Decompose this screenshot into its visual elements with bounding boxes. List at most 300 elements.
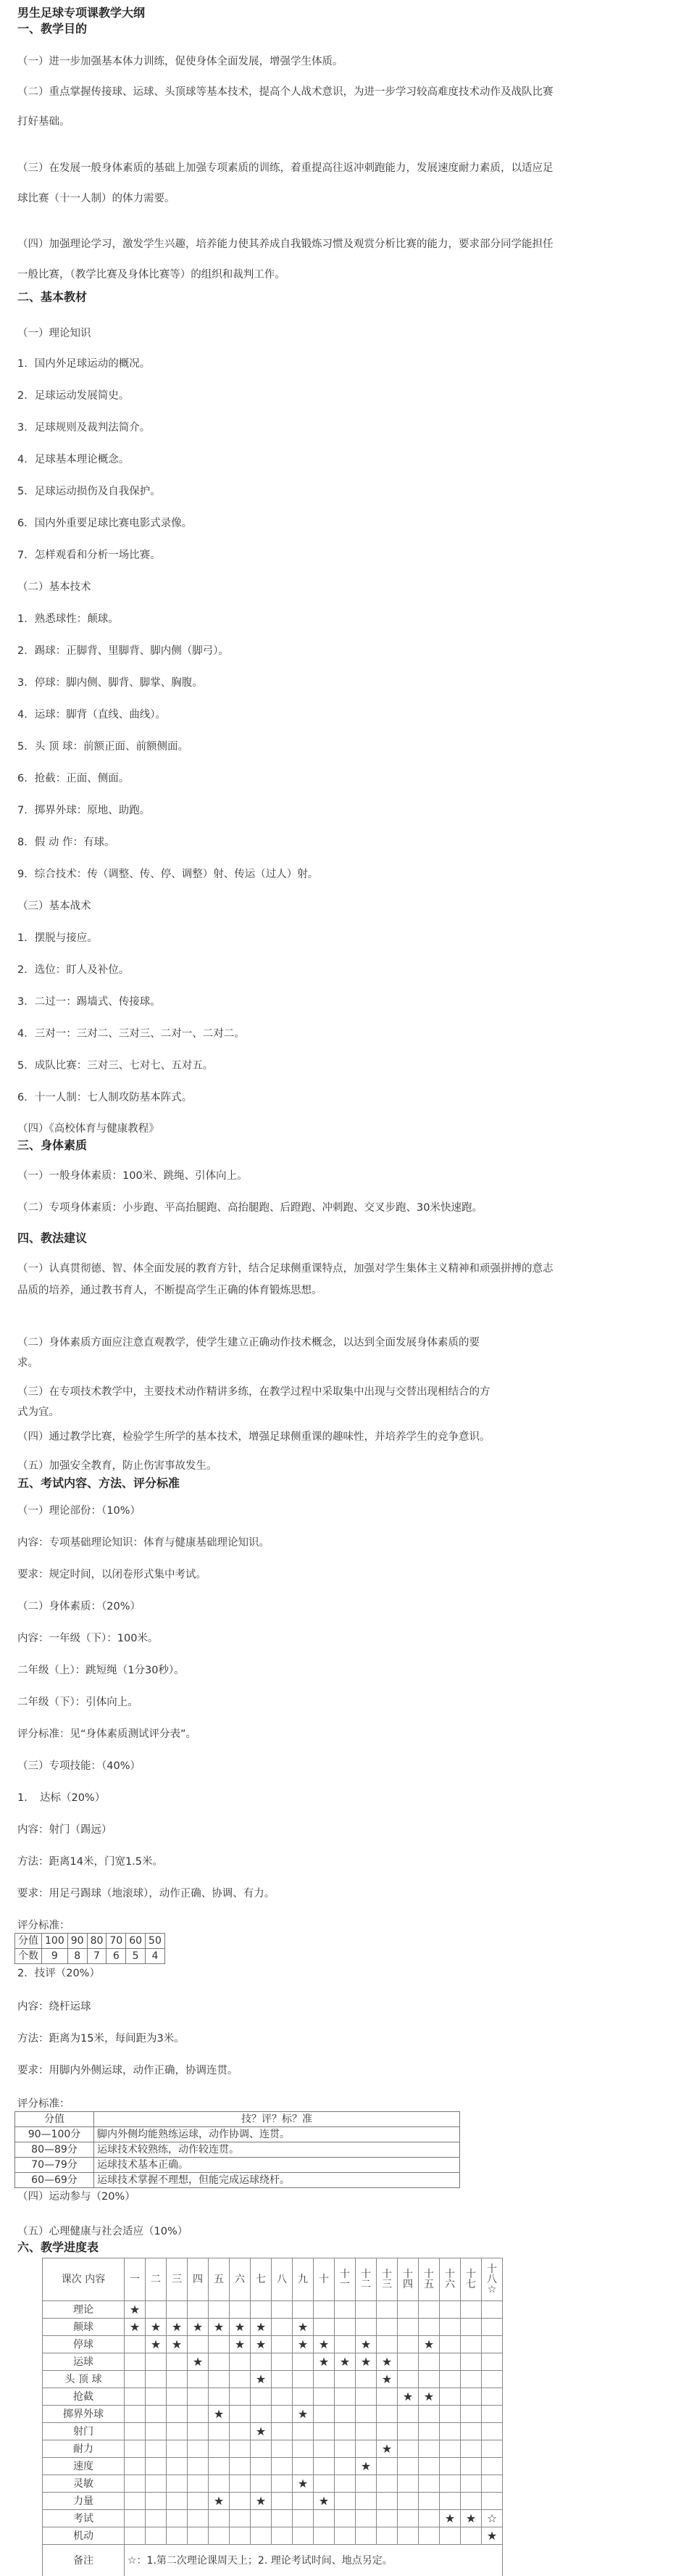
table-cell <box>461 2406 482 2423</box>
table-cell <box>419 2406 440 2423</box>
week-header <box>461 2258 482 2301</box>
table-cell <box>188 2510 209 2527</box>
star-icon: ★ <box>377 2371 398 2388</box>
table-cell <box>377 2301 398 2319</box>
table-cell <box>482 2475 503 2493</box>
paragraph: 二年级（下）：引体向上。 <box>17 1697 138 1708</box>
table-cell <box>440 2319 461 2336</box>
table-cell: 90—100分 <box>15 2127 94 2142</box>
table-cell <box>125 2493 146 2510</box>
table-header-row <box>15 2112 460 2127</box>
table-cell <box>461 2493 482 2510</box>
table-cell <box>293 2527 314 2545</box>
table-cell <box>440 2301 461 2319</box>
table-cell: 8 <box>67 1949 87 1964</box>
table-cell <box>377 2458 398 2475</box>
table-cell <box>356 2301 377 2319</box>
table-cell <box>419 2353 440 2371</box>
star-icon: ★ <box>251 2493 272 2510</box>
table-cell <box>398 2458 419 2475</box>
table-cell <box>251 2458 272 2475</box>
star-icon: ★ <box>209 2319 230 2336</box>
table-cell <box>482 2423 503 2440</box>
table-cell <box>125 2440 146 2458</box>
table-cell <box>188 2493 209 2510</box>
week-header-char: 八 <box>487 2274 497 2285</box>
star-icon: ★ <box>251 2423 272 2440</box>
list-item: 2．选位：盯人及补位。 <box>17 964 130 976</box>
row-label: 颠球 <box>43 2319 125 2336</box>
table-cell <box>188 2388 209 2406</box>
table-cell <box>209 2371 230 2388</box>
table-cell <box>461 2336 482 2353</box>
list-item: 1．摆脱与接应。 <box>17 932 98 944</box>
table-header: 技？评？标？准 <box>94 2112 460 2127</box>
paragraph: 打好基础。 <box>17 116 70 128</box>
table-row <box>43 2301 503 2319</box>
row-label: 运球 <box>43 2353 125 2371</box>
star-icon: ★ <box>251 2319 272 2336</box>
table-cell <box>167 2423 188 2440</box>
paragraph: （一）认真贯彻德、智、体全面发展的教育方针，结合足球侧重课特点，加强对学生集体主义精神和顽强拼搏的意志 <box>17 1263 554 1275</box>
table-cell <box>167 2510 188 2527</box>
table-cell <box>272 2388 293 2406</box>
list-item: 6．抢截：正面、侧面。 <box>17 773 130 784</box>
table-cell: 6 <box>107 1949 126 1964</box>
table-cell <box>188 2475 209 2493</box>
week-header-char: 二 <box>151 2274 161 2285</box>
section-heading: 一、教学目的 <box>17 22 88 36</box>
list-item: 4．运球：脚背（直线、曲线）。 <box>17 709 166 721</box>
list-item: 3．足球规则及裁判法简介。 <box>17 422 151 434</box>
star-icon: ★ <box>167 2319 188 2336</box>
table-cell <box>335 2406 356 2423</box>
star-icon: ★ <box>419 2336 440 2353</box>
table-cell: 9 <box>42 1949 68 1964</box>
week-header <box>377 2258 398 2301</box>
list-item: 5．足球运动损伤及自我保护。 <box>17 486 161 497</box>
table-cell <box>188 2336 209 2353</box>
table-cell <box>167 2458 188 2475</box>
paragraph: （一）理论部份：（10%） <box>17 1505 141 1517</box>
table-cell <box>188 2371 209 2388</box>
table-row <box>43 2493 503 2510</box>
table-cell: 100 <box>42 1934 68 1949</box>
table-cell <box>146 2301 167 2319</box>
table-cell <box>230 2458 251 2475</box>
paragraph: 内容：专项基础理论知识：体育与健康基础理论知识。 <box>17 1537 270 1549</box>
paragraph: 内容：一年级（下）：100米。 <box>17 1633 159 1644</box>
table-cell <box>398 2319 419 2336</box>
table-row <box>43 2353 503 2371</box>
table-cell: 运球技术较熟练，动作较连贯。 <box>94 2142 460 2158</box>
star-icon: ★ <box>209 2406 230 2423</box>
table-cell <box>482 2353 503 2371</box>
table-cell <box>146 2406 167 2423</box>
table-cell <box>230 2423 251 2440</box>
star-icon: ★ <box>188 2353 209 2371</box>
table-cell <box>251 2510 272 2527</box>
table-cell <box>440 2423 461 2440</box>
row-label: 耐力 <box>43 2440 125 2458</box>
table-cell <box>314 2510 335 2527</box>
table-cell <box>482 2406 503 2423</box>
table-cell <box>251 2388 272 2406</box>
table-cell <box>419 2371 440 2388</box>
row-label: 力量 <box>43 2493 125 2510</box>
star-icon: ★ <box>293 2475 314 2493</box>
table-cell <box>335 2423 356 2440</box>
row-label: 头 顶 球 <box>43 2371 125 2388</box>
paragraph: （二）重点掌握传接球、运球、头顶球等基本技术，提高个人战术意识，为进一步学习较高难度技术动作及战队比赛 <box>17 86 554 98</box>
table-cell <box>230 2510 251 2527</box>
week-header-char: 十 <box>382 2269 392 2280</box>
table-cell <box>125 2336 146 2353</box>
table-cell <box>146 2458 167 2475</box>
table-cell <box>314 2423 335 2440</box>
table-row <box>43 2440 503 2458</box>
paragraph: 1． 达标（20%） <box>17 1792 106 1804</box>
table-cell <box>482 2301 503 2319</box>
table-cell <box>482 2336 503 2353</box>
star-icon: ★ <box>335 2353 356 2371</box>
star-icon: ★ <box>146 2319 167 2336</box>
table-cell <box>293 2371 314 2388</box>
table-row <box>15 2127 460 2142</box>
week-header <box>398 2258 419 2301</box>
table-cell <box>356 2423 377 2440</box>
table-cell <box>188 2458 209 2475</box>
subheading: （一）理论知识 <box>17 328 91 339</box>
table-row <box>43 2319 503 2336</box>
paragraph: （二）身体素质：（20%） <box>17 1601 141 1612</box>
table-cell <box>167 2388 188 2406</box>
star-icon: ★ <box>377 2353 398 2371</box>
week-header <box>482 2258 503 2301</box>
table-cell <box>356 2319 377 2336</box>
table-cell <box>419 2527 440 2545</box>
paragraph: 品质的培养，通过教书育人，不断提高学生正确的体育锻炼思想。 <box>17 1285 322 1296</box>
table-cell: 60—69分 <box>15 2173 94 2188</box>
paragraph: 一般比赛，（教学比赛及身体比赛等）的组织和裁判工作。 <box>17 269 285 281</box>
week-header-char: 四 <box>193 2274 203 2285</box>
table-row <box>43 2458 503 2475</box>
table-cell <box>314 2388 335 2406</box>
section-heading: 三、身体素质 <box>17 1138 88 1152</box>
table-cell <box>398 2510 419 2527</box>
section-heading: 六、教学进度表 <box>17 2240 99 2254</box>
table-cell <box>335 2301 356 2319</box>
table-cell: 70 <box>107 1934 126 1949</box>
table-cell <box>251 2301 272 2319</box>
table-cell <box>482 2458 503 2475</box>
table-cell <box>419 2440 440 2458</box>
table-cell <box>356 2371 377 2388</box>
table-row <box>15 2142 460 2158</box>
table-cell <box>167 2440 188 2458</box>
star-icon: ★ <box>251 2336 272 2353</box>
table-cell: 分值 <box>15 1934 42 1949</box>
row-label: 抢截 <box>43 2388 125 2406</box>
week-header-char: 五 <box>214 2274 224 2285</box>
table-cell <box>398 2336 419 2353</box>
paragraph: 要求：用足弓踢球（地滚球），动作正确、协调、有力。 <box>17 1888 275 1900</box>
table-row <box>43 2371 503 2388</box>
week-header <box>209 2258 230 2301</box>
week-header <box>146 2258 167 2301</box>
table-cell: 个数 <box>15 1949 42 1964</box>
week-header <box>230 2258 251 2301</box>
week-header <box>188 2258 209 2301</box>
table-cell <box>125 2475 146 2493</box>
table-cell <box>440 2458 461 2475</box>
table-cell <box>377 2510 398 2527</box>
table-cell <box>398 2371 419 2388</box>
table-cell <box>293 2440 314 2458</box>
week-header-char: 十 <box>424 2269 434 2280</box>
table-cell <box>335 2527 356 2545</box>
table-cell <box>314 2440 335 2458</box>
star-icon: ★ <box>125 2319 146 2336</box>
table-corner: 课次 内容 <box>43 2258 125 2301</box>
table-cell <box>146 2371 167 2388</box>
paragraph: （四）通过教学比赛，检验学生所学的基本技术，增强足球侧重课的趣味性，并培养学生的竞争意识。 <box>17 1431 490 1443</box>
table-cell <box>461 2388 482 2406</box>
table-cell <box>377 2527 398 2545</box>
table-row <box>43 2336 503 2353</box>
table-cell <box>398 2493 419 2510</box>
list-item: 6．十一人制：七人制攻防基本阵式。 <box>17 1092 193 1103</box>
score-table <box>14 1933 165 1964</box>
table-cell <box>125 2510 146 2527</box>
star-icon: ★ <box>461 2510 482 2527</box>
paragraph: （一）进一步加强基本体力训练，促使身体全面发展，增强学生体质。 <box>17 56 343 67</box>
table-cell <box>167 2371 188 2388</box>
table-cell <box>314 2527 335 2545</box>
week-header-char: 六 <box>235 2274 245 2285</box>
table-cell: 70—79分 <box>15 2158 94 2173</box>
table-cell <box>482 2388 503 2406</box>
table-cell <box>125 2353 146 2371</box>
table-cell <box>167 2527 188 2545</box>
table-cell <box>272 2440 293 2458</box>
star-icon: ★ <box>251 2371 272 2388</box>
table-cell <box>230 2371 251 2388</box>
paragraph: 式为宜。 <box>17 1407 59 1418</box>
table-cell <box>293 2388 314 2406</box>
table-cell <box>314 2371 335 2388</box>
table-cell <box>461 2475 482 2493</box>
paragraph: 球比赛（十一人制）的体力需要。 <box>17 193 175 204</box>
paragraph: （五）心理健康与社会适应（10%） <box>17 2226 188 2237</box>
star-icon: ★ <box>482 2527 503 2545</box>
table-cell <box>251 2440 272 2458</box>
section-heading: 四、教法建议 <box>17 1231 88 1245</box>
table-cell <box>209 2353 230 2371</box>
table-cell <box>377 2319 398 2336</box>
table-cell <box>440 2388 461 2406</box>
table-cell <box>398 2301 419 2319</box>
table-cell <box>335 2510 356 2527</box>
star-icon: ★ <box>314 2353 335 2371</box>
table-cell: 运球技术基本正确。 <box>94 2158 460 2173</box>
week-header <box>125 2258 146 2301</box>
star-icon: ★ <box>209 2493 230 2510</box>
table-cell <box>356 2493 377 2510</box>
table-cell <box>251 2353 272 2371</box>
table-cell <box>356 2440 377 2458</box>
list-item: 4．足球基本理论概念。 <box>17 454 130 465</box>
week-header-char: 七 <box>466 2279 476 2290</box>
section-heading: 二、基本教材 <box>17 290 88 304</box>
table-cell <box>335 2388 356 2406</box>
table-cell <box>188 2527 209 2545</box>
table-cell <box>293 2510 314 2527</box>
table-cell <box>314 2301 335 2319</box>
star-icon: ★ <box>356 2458 377 2475</box>
table-cell <box>356 2475 377 2493</box>
table-cell <box>230 2527 251 2545</box>
week-header <box>251 2258 272 2301</box>
table-cell <box>335 2440 356 2458</box>
table-cell <box>398 2475 419 2493</box>
list-item: 8．假 动 作：有球。 <box>17 837 115 848</box>
table-cell <box>188 2406 209 2423</box>
table-cell <box>272 2493 293 2510</box>
table-cell <box>230 2353 251 2371</box>
table-cell <box>293 2493 314 2510</box>
table-cell <box>146 2388 167 2406</box>
table-cell <box>440 2371 461 2388</box>
star-icon: ★ <box>398 2388 419 2406</box>
table-cell: 脚内外侧均能熟练运球，动作协调、连贯。 <box>94 2127 460 2142</box>
star-icon: ★ <box>293 2406 314 2423</box>
star-icon: ★ <box>293 2319 314 2336</box>
week-header-char: 一 <box>130 2274 140 2285</box>
table-cell <box>461 2319 482 2336</box>
table-row <box>15 2158 460 2173</box>
table-cell <box>377 2336 398 2353</box>
week-header-char: 三 <box>382 2279 392 2290</box>
week-header <box>314 2258 335 2301</box>
book-reference: （四）《高校体育与健康教程》 <box>17 1123 159 1135</box>
table-cell <box>461 2301 482 2319</box>
subheading: （三）基本战术 <box>17 900 91 912</box>
open-star-icon: ☆ <box>487 2284 497 2295</box>
table-row <box>43 2510 503 2527</box>
table-cell: 50 <box>146 1934 165 1949</box>
table-cell <box>167 2475 188 2493</box>
table-cell <box>335 2371 356 2388</box>
table-cell <box>125 2423 146 2440</box>
paragraph: 要求：规定时间，以闭卷形式集中考试。 <box>17 1569 206 1581</box>
row-label: 灵敏 <box>43 2475 125 2493</box>
row-label: 停球 <box>43 2336 125 2353</box>
week-header-char: 十 <box>340 2269 350 2280</box>
table-cell <box>167 2353 188 2371</box>
page-title: 男生足球专项课教学大纲 <box>17 6 146 20</box>
table-cell <box>335 2475 356 2493</box>
list-item: 6．国内外重要足球比赛电影式录像。 <box>17 518 193 529</box>
table-cell <box>482 2371 503 2388</box>
table-cell <box>419 2423 440 2440</box>
paragraph: （三）在发展一般身体素质的基础上加强专项素质的训练，着重提高往返冲刺跑能力，发展速度耐力素质，以适应足 <box>17 162 554 174</box>
table-cell <box>356 2388 377 2406</box>
table-cell <box>209 2458 230 2475</box>
paragraph: 方法：距离14米，门宽1.5米。 <box>17 1856 164 1868</box>
table-cell <box>482 2493 503 2510</box>
paragraph: （三）专项技能：（40%） <box>17 1760 141 1772</box>
table-cell <box>167 2493 188 2510</box>
week-header <box>356 2258 377 2301</box>
table-body <box>43 2301 503 2576</box>
paragraph: （二）专项身体素质：小步跑、平高抬腿跑、高抬腿跑、后蹬跑、冲刺跑、交叉步跑、30米快速跑。 <box>17 1202 483 1214</box>
week-header-char: 十 <box>361 2269 371 2280</box>
progress-table <box>42 2258 503 2576</box>
table-cell <box>293 2458 314 2475</box>
table-cell <box>125 2406 146 2423</box>
row-label: 机动 <box>43 2527 125 2545</box>
table-cell <box>188 2301 209 2319</box>
list-item: 5．头 顶 球：前额正面、前额侧面。 <box>17 741 188 753</box>
table-cell <box>314 2319 335 2336</box>
list-item: 5．成队比赛：三对三、七对七、五对五。 <box>17 1060 214 1072</box>
table-cell <box>272 2423 293 2440</box>
table-cell <box>335 2458 356 2475</box>
table-cell <box>272 2406 293 2423</box>
table-cell <box>209 2510 230 2527</box>
table-cell: 运球技术掌握不理想，但能完成运球绕杆。 <box>94 2173 460 2188</box>
table-cell <box>230 2475 251 2493</box>
table-cell <box>419 2475 440 2493</box>
table-cell <box>356 2406 377 2423</box>
table-cell <box>209 2423 230 2440</box>
table-cell <box>293 2301 314 2319</box>
star-icon: ★ <box>188 2319 209 2336</box>
table-cell <box>230 2406 251 2423</box>
star-icon: ★ <box>440 2510 461 2527</box>
row-label: 考试 <box>43 2510 125 2527</box>
table-cell <box>440 2440 461 2458</box>
week-header-char: 八 <box>277 2274 287 2285</box>
paragraph: 要求：用脚内外侧运球，动作正确，协调连贯。 <box>17 2065 238 2076</box>
week-header-char: 十 <box>403 2269 413 2280</box>
paragraph: 评分标准：见“身体素质测试评分表”。 <box>17 1728 197 1740</box>
table-cell <box>419 2458 440 2475</box>
table-header-row <box>43 2258 503 2301</box>
table-cell <box>335 2336 356 2353</box>
week-header-char: 二 <box>361 2279 371 2290</box>
table-cell <box>293 2423 314 2440</box>
table-row <box>15 1934 165 1949</box>
table-cell <box>461 2423 482 2440</box>
table-cell <box>230 2440 251 2458</box>
table-cell <box>314 2458 335 2475</box>
table-cell <box>272 2319 293 2336</box>
week-header-char: 六 <box>445 2279 455 2290</box>
week-header-char: 十 <box>466 2269 476 2280</box>
week-header-char: 五 <box>424 2279 434 2290</box>
table-cell <box>209 2527 230 2545</box>
list-item: 7．掷界外球：原地、助跑。 <box>17 805 151 816</box>
paragraph: 二年级（上）：跳短绳（1分30秒）。 <box>17 1665 185 1676</box>
table-cell <box>272 2458 293 2475</box>
table-cell <box>335 2319 356 2336</box>
table-cell <box>272 2510 293 2527</box>
paragraph: 内容：射门（踢远） <box>17 1824 112 1836</box>
table-cell <box>356 2510 377 2527</box>
table-cell <box>209 2475 230 2493</box>
